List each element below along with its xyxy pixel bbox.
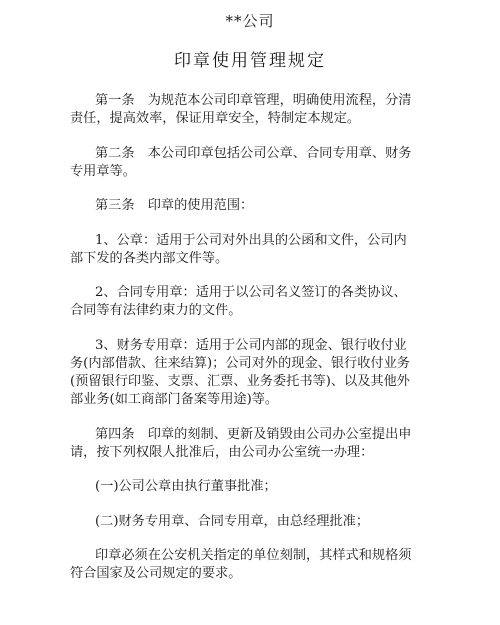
list-item (70, 478, 430, 496)
text-line: 3、财务专用章：适用于公司内部的现金、银行收付业 (95, 337, 407, 353)
article-paragraph (70, 547, 430, 583)
text-line: (一)公司公章由执行董事批准； (95, 479, 277, 495)
article-paragraph (70, 426, 430, 462)
text-line: 务(内部借款、往来结算)；公司对外的现金、银行收付业务 (70, 355, 410, 371)
list-item (70, 284, 430, 320)
text-line: 部下发的各类内部文件等。 (70, 250, 229, 266)
company-name: **公司 (225, 12, 275, 30)
text-line: 合同等有法律约束力的文件。 (70, 303, 242, 319)
list-item (70, 337, 430, 409)
text-line: 第四条 印章的刻制、更新及销毁由公司办公室提出申 (95, 426, 412, 442)
list-item (70, 232, 430, 268)
article-paragraph (70, 145, 430, 181)
text-line: 第三条 印章的使用范围： (95, 198, 254, 214)
text-line: 符合国家及公司规定的要求。 (70, 566, 242, 582)
text-line: 印章必须在公安机关指定的单位刻制，其样式和规格须 (95, 548, 412, 564)
text-line: 2、合同专用章：适用于以公司名义签订的各类协议、 (95, 285, 407, 301)
text-line: 1、公章：适用于公司对外出具的公函和文件，公司内 (95, 232, 407, 248)
text-line: 第一条 为规范本公司印章管理，明确使用流程，分清 (95, 93, 412, 108)
text-line: 请，按下列权限人批准后，由公司办公室统一办理： (70, 444, 374, 460)
document-title: 印章使用管理规定 (174, 51, 326, 71)
text-line: 专用章等。 (70, 163, 136, 179)
list-item (70, 513, 430, 531)
article-paragraph (70, 197, 430, 215)
article-paragraph (70, 92, 430, 128)
text-line: 部业务(如工商部门备案等用途)等。 (70, 391, 279, 407)
text-line: (预留银行印鉴、支票、汇票、业务委托书等)、以及其他外 (70, 373, 410, 389)
text-line: 第二条 本公司印章包括公司公章、合同专用章、财务 (95, 145, 412, 161)
document-body (70, 92, 430, 583)
text-line: (二)财务专用章、合同专用章，由总经理批准； (95, 513, 370, 529)
text-line: 责任，提高效率，保证用章安全，特制定本规定。 (70, 111, 361, 126)
